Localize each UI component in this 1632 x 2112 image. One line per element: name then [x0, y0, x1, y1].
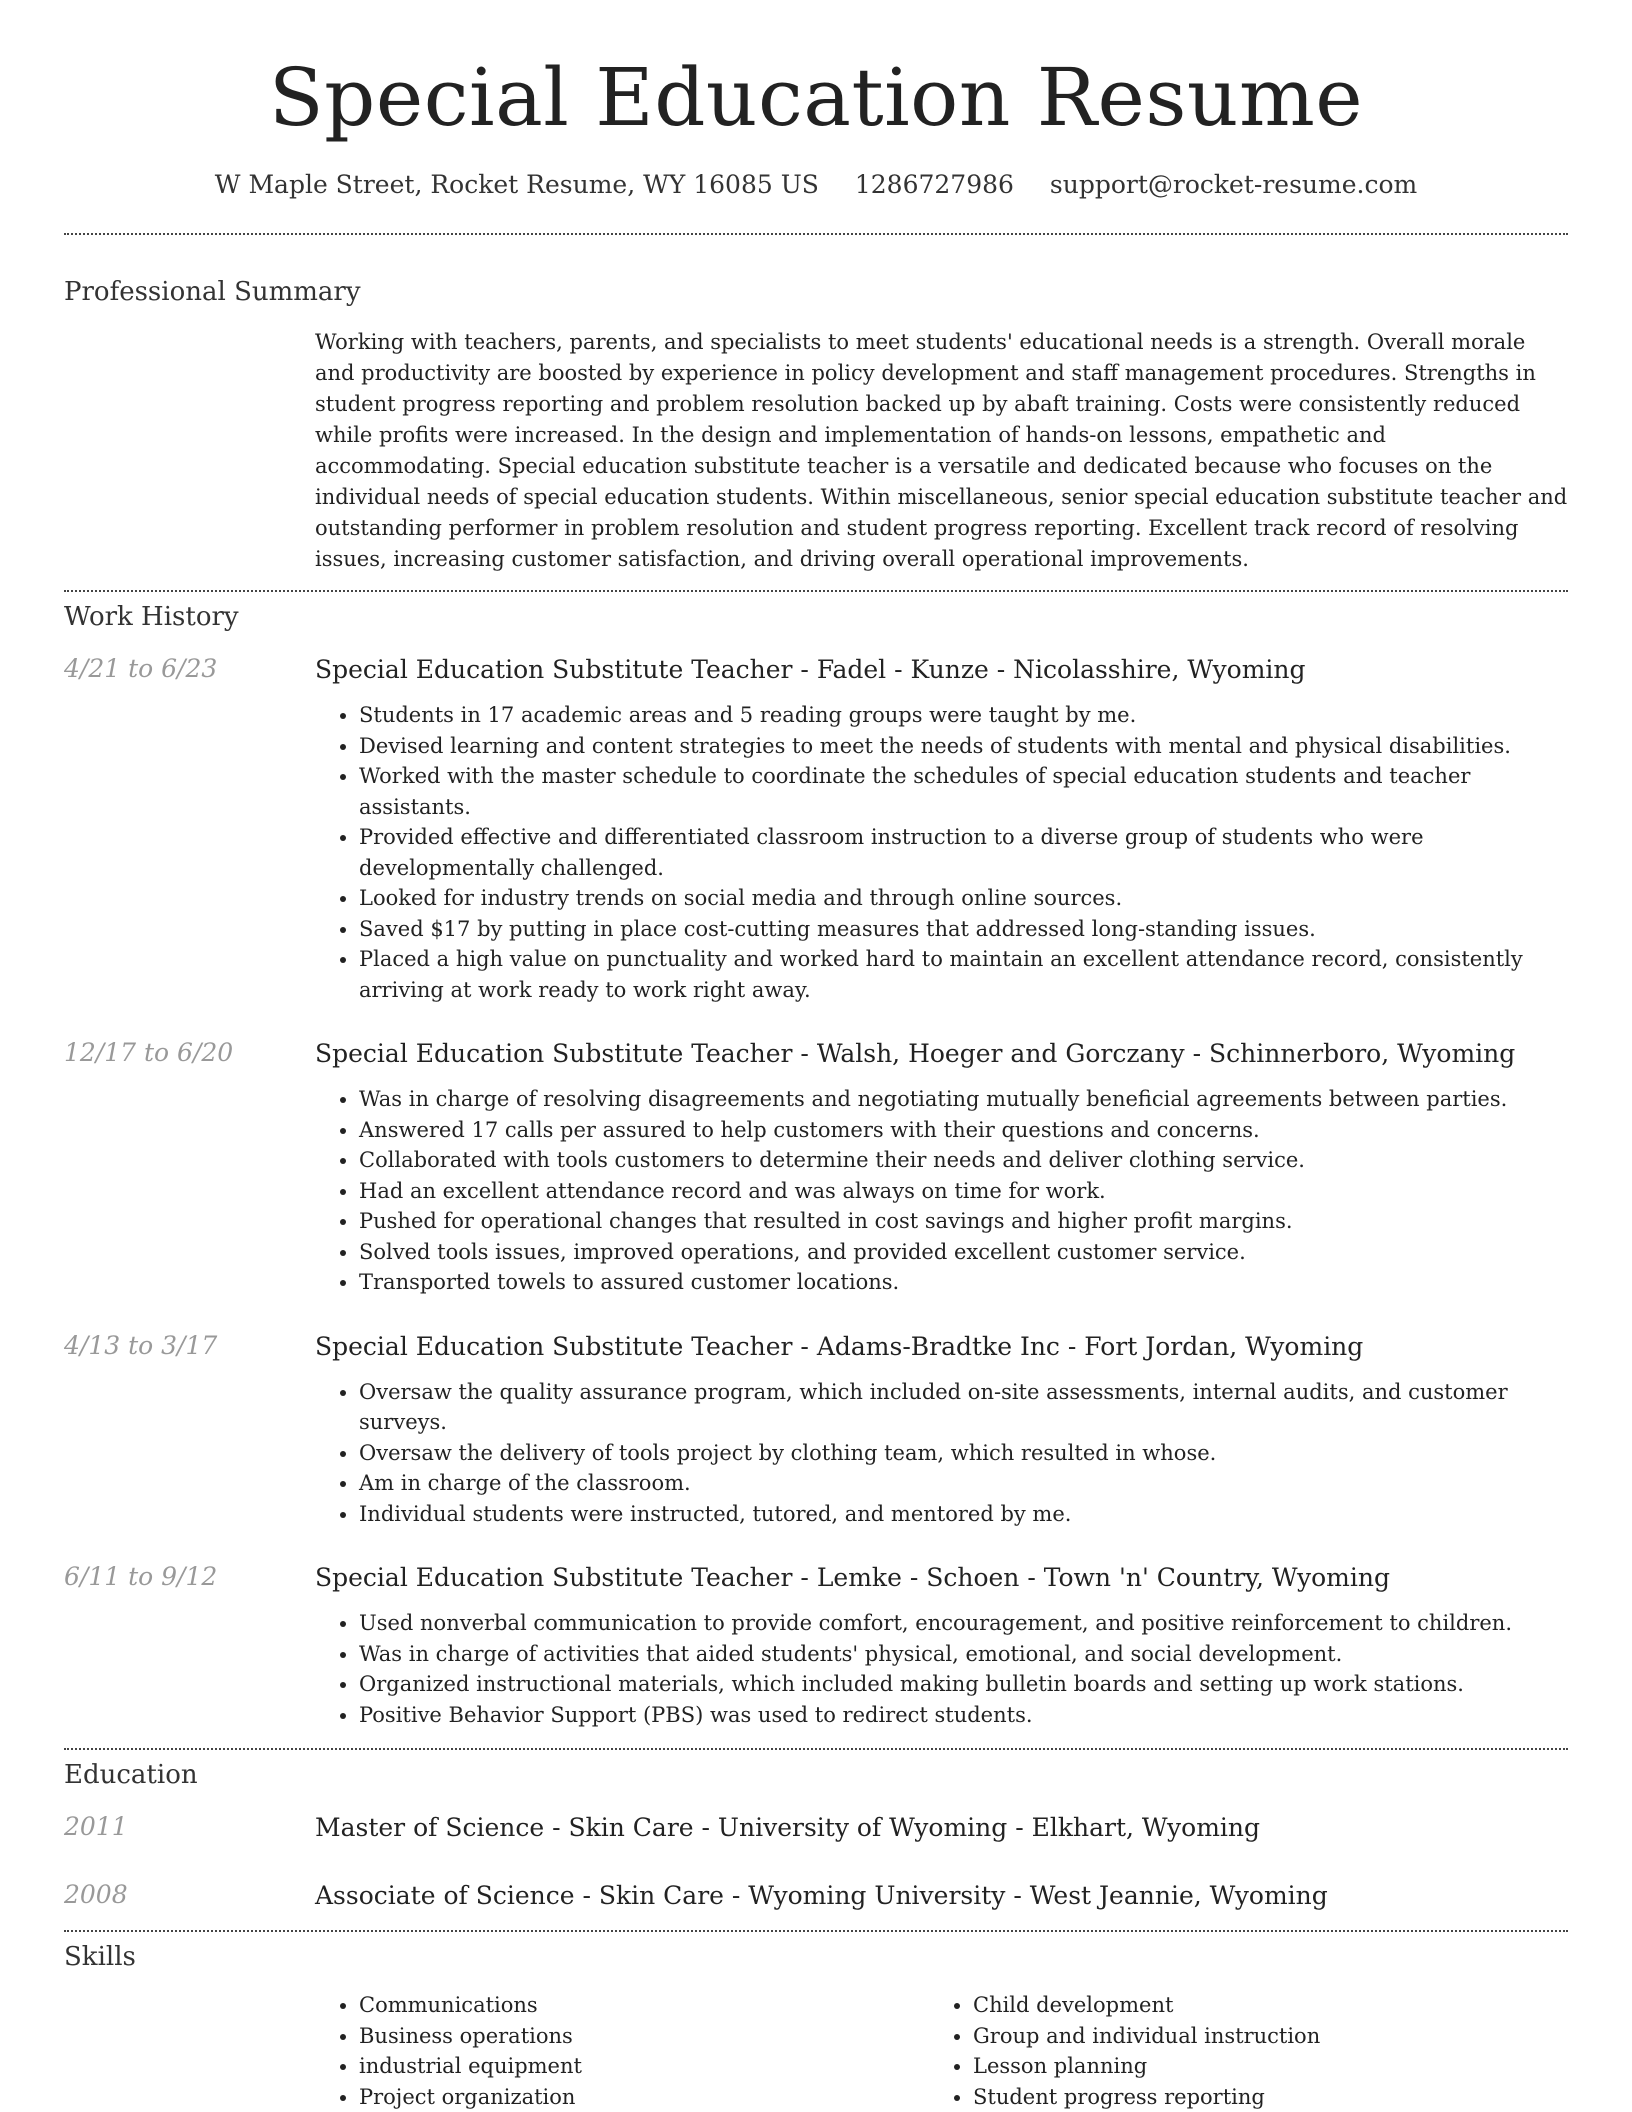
list-item: • Positive Behavior Support (PBS) was used to redirect students. [359, 1700, 1568, 1731]
skill-item: • Communications [359, 1990, 929, 2021]
list-item: • Students in 17 academic areas and 5 reading groups were taught by me. [359, 700, 1568, 731]
job-bullets [315, 1084, 1568, 1298]
list-item: • Used nonverbal communication to provide comfort, encouragement, and positive reinforcement to children. [359, 1608, 1568, 1639]
list-item: • Pushed for operational changes that resulted in cost savings and higher profit margins. [359, 1206, 1568, 1237]
contact-email: support@rocket-resume.com [1049, 170, 1418, 199]
education-body [315, 1880, 1568, 1912]
education-date: 2011 [64, 1812, 128, 1841]
job-body [315, 1038, 1568, 1298]
skill-item: • Lesson planning [973, 2051, 1543, 2082]
summary-text: Working with teachers, parents, and specialists to meet students' educational needs is a strength. Overall morale and productivity are boosted by experience in policy development and staff management procedures. Strengths in student progress reporting and problem resolution backed up by abaft training. Costs were consistently reduced while profits were increased. In the design and implementation of hands-on lessons, empathetic and accommodating. Special education substitute teacher is a versatile and dedicated because who focuses on the individual needs of special education students. Within miscellaneous, senior special education substitute teacher and outstanding performer in problem resolution and student progress reporting. Excellent track record of resolving issues, increasing customer satisfaction, and driving overall operational improvements. [315, 330, 1568, 571]
job-body [315, 1331, 1568, 1530]
section-title-education: Education [64, 1760, 198, 1790]
job-bullets [315, 700, 1568, 1005]
job-entry [64, 654, 1568, 1005]
list-item: • Had an excellent attendance record and was always on time for work. [359, 1176, 1568, 1207]
divider [64, 233, 1568, 235]
skill-item: • Student progress reporting [973, 2082, 1543, 2112]
job-bullets [315, 1377, 1568, 1530]
list-item: • Answered 17 calls per assured to help customers with their questions and concerns. [359, 1115, 1568, 1146]
list-item: • Placed a high value on punctuality and worked hard to maintain an excellent attendance record, consistently arriving at work ready to work right away. [359, 944, 1568, 1005]
education-entry [64, 1880, 1568, 1912]
divider [64, 1748, 1568, 1750]
list-item: • Transported towels to assured customer locations. [359, 1267, 1568, 1298]
job-title: Special Education Substitute Teacher - Walsh, Hoeger and Gorczany - Schinnerboro, Wyoming [315, 1039, 1516, 1068]
list-item: • Provided effective and differentiated classroom instruction to a diverse group of students who were developmentally challenged. [359, 822, 1568, 883]
divider [64, 1930, 1568, 1932]
job-entry [64, 1038, 1568, 1298]
job-entry [64, 1562, 1568, 1730]
skill-item: • Child development [973, 1990, 1543, 2021]
skills-list [315, 1990, 1568, 2112]
list-item: • Devised learning and content strategies to meet the needs of students with mental and physical disabilities. [359, 731, 1568, 762]
list-item: • Was in charge of resolving disagreements and negotiating mutually beneficial agreements between parties. [359, 1084, 1568, 1115]
list-item: • Individual students were instructed, tutored, and mentored by me. [359, 1499, 1568, 1530]
education-title: Master of Science - Skin Care - University of Wyoming - Elkhart, Wyoming [315, 1813, 1261, 1842]
job-title: Special Education Substitute Teacher - Fadel - Kunze - Nicolasshire, Wyoming [315, 655, 1306, 684]
job-body [315, 1562, 1568, 1730]
list-item: • Collaborated with tools customers to determine their needs and deliver clothing service. [359, 1145, 1568, 1176]
list-item: • Am in charge of the classroom. [359, 1468, 1568, 1499]
job-date: 12/17 to 6/20 [64, 1038, 234, 1067]
job-date: 4/13 to 3/17 [64, 1330, 218, 1360]
section-title-work: Work History [64, 602, 239, 632]
job-title: Special Education Substitute Teacher - Adams-Bradtke Inc - Fort Jordan, Wyoming [315, 1331, 1364, 1361]
skill-item: • Group and individual instruction [973, 2021, 1543, 2052]
list-item: • Oversaw the quality assurance program, which included on-site assessments, internal audits, and customer surveys. [359, 1377, 1568, 1438]
skill-item: • Business operations [359, 2021, 929, 2052]
education-entry [64, 1812, 1568, 1844]
job-date: 4/21 to 6/23 [64, 654, 218, 683]
skill-item: • industrial equipment [359, 2051, 929, 2082]
contact-address: W Maple Street, Rocket Resume, WY 16085 US [214, 170, 819, 199]
education-date: 2008 [64, 1880, 128, 1909]
contact-phone: 1286727986 [854, 170, 1014, 199]
education-title: Associate of Science - Skin Care - Wyoming University - West Jeannie, Wyoming [315, 1881, 1328, 1910]
job-entry [64, 1331, 1568, 1530]
contact-line [64, 170, 1568, 199]
skill-item: • Project organization [359, 2082, 929, 2112]
list-item: • Organized instructional materials, which included making bulletin boards and setting up work stations. [359, 1669, 1568, 1700]
job-bullets [315, 1608, 1568, 1730]
list-item: • Oversaw the delivery of tools project by clothing team, which resulted in whose. [359, 1438, 1568, 1469]
list-item: • Worked with the master schedule to coordinate the schedules of special education students and teacher assistants. [359, 761, 1568, 822]
job-title: Special Education Substitute Teacher - Lemke - Schoen - Town 'n' Country, Wyoming [315, 1563, 1390, 1592]
list-item: • Looked for industry trends on social media and through online sources. [359, 883, 1568, 914]
education-body [315, 1812, 1568, 1844]
list-item: • Was in charge of activities that aided students' physical, emotional, and social development. [359, 1639, 1568, 1670]
section-title-skills: Skills [64, 1942, 136, 1972]
divider [64, 590, 1568, 592]
skills-column-right [929, 1990, 1543, 2112]
resume-title: Special Education Resume [268, 51, 1364, 144]
skills-column-left [315, 1990, 929, 2112]
job-body [315, 654, 1568, 1005]
section-title-summary: Professional Summary [64, 277, 361, 307]
job-date: 6/11 to 9/12 [64, 1562, 218, 1591]
list-item: • Solved tools issues, improved operations, and provided excellent customer service. [359, 1237, 1568, 1268]
list-item: • Saved $17 by putting in place cost-cutting measures that addressed long-standing issues. [359, 914, 1568, 945]
